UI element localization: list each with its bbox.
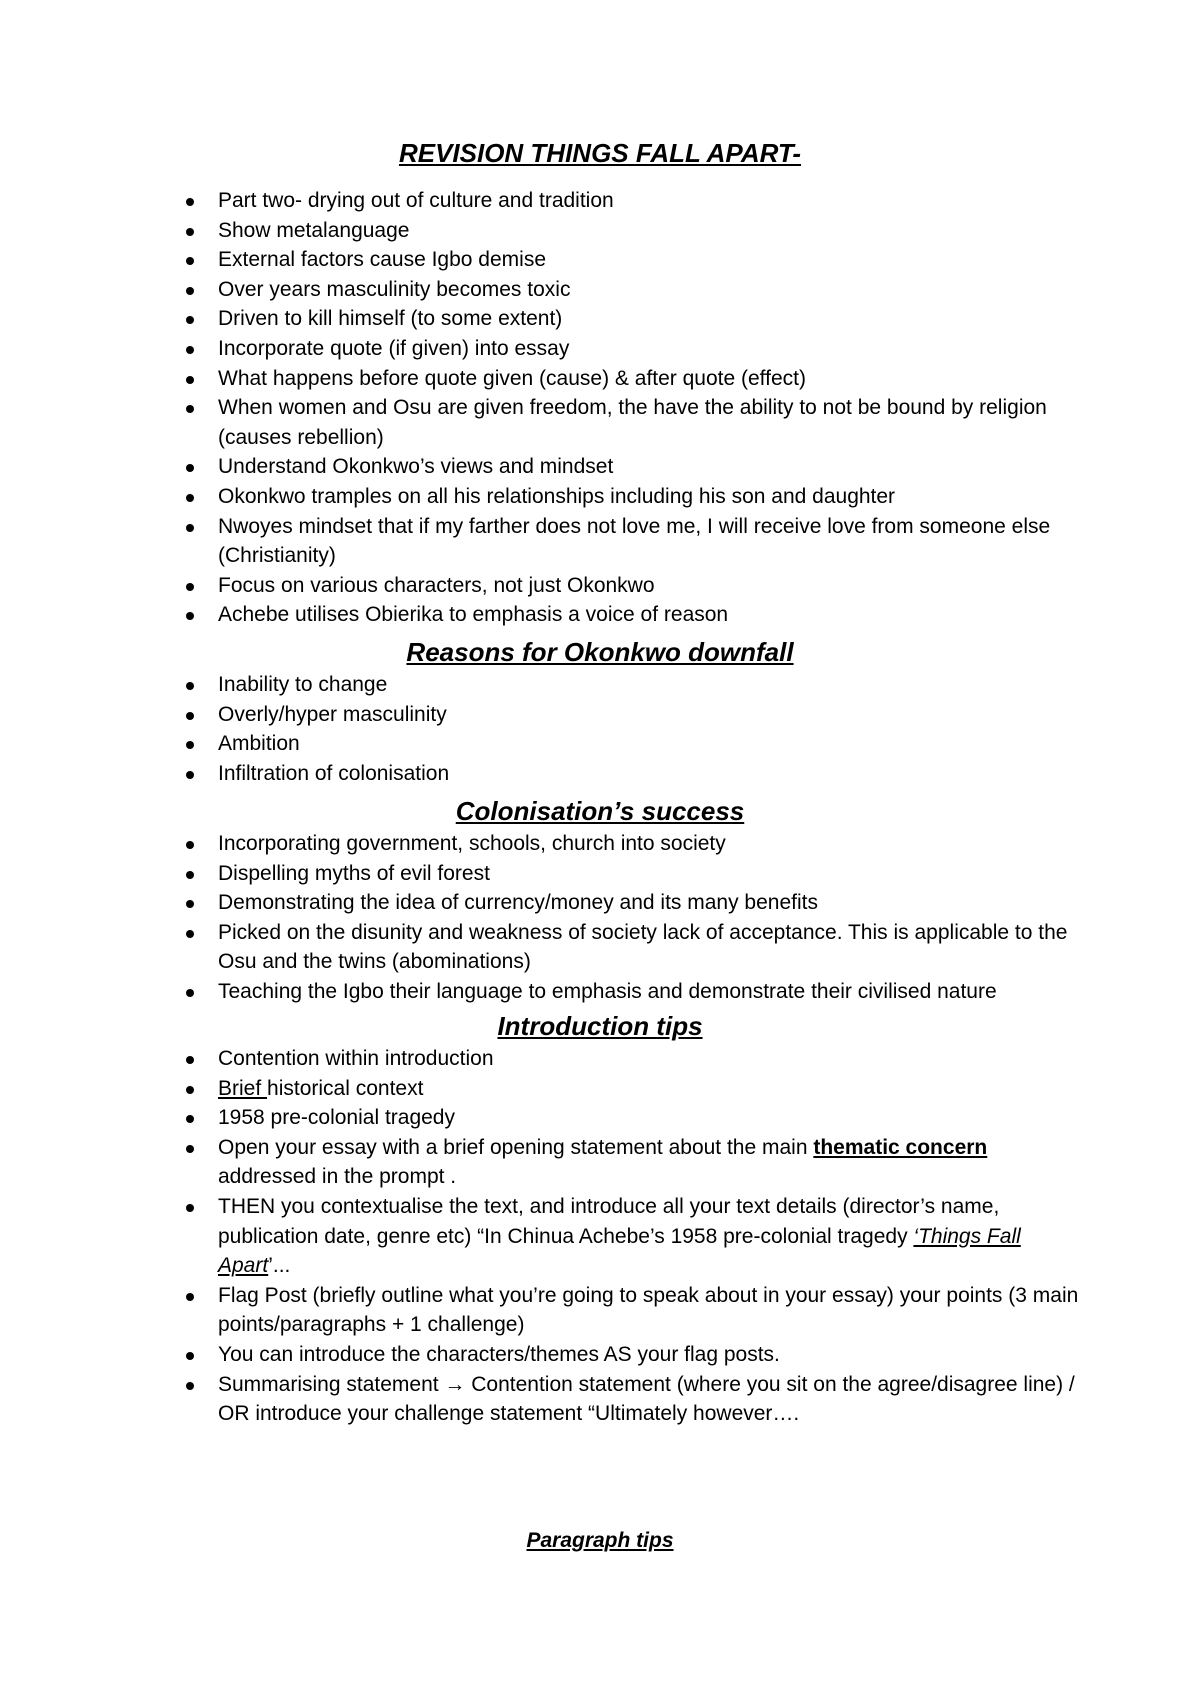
brief-underlined: Brief [218,1076,268,1100]
list-item: Infiltration of colonisation [182,759,1082,789]
list-item-text: ’... [268,1254,291,1278]
list-item: Show metalanguage [182,216,1082,246]
list-item: Overly/hyper masculinity [182,700,1082,730]
list-item: 1958 pre-colonial tragedy [182,1103,1082,1133]
list-item: Focus on various characters, not just Okonkwo [182,571,1082,601]
list-item: Ambition [182,729,1082,759]
downfall-list [182,670,1082,788]
main-points-list [182,186,1082,630]
list-item: Inability to change [182,670,1082,700]
paragraph-tips-heading: Paragraph tips [526,1529,674,1552]
list-item: Over years masculinity becomes toxic [182,275,1082,305]
list-item: Nwoyes mindset that if my farther does not love me, I will receive love from someone else (Christianity) [182,512,1082,571]
list-item: Incorporate quote (if given) into essay [182,334,1082,364]
list-item: Achebe utilises Obierika to emphasis a voice of reason [182,600,1082,630]
list-item: Okonkwo tramples on all his relationships including his son and daughter [182,482,1082,512]
list-item: Contention within introduction [182,1044,1082,1074]
list-item-text: THEN you contextualise the text, and introduce all your text details (director’s name, publication date, genre etc) “In Chinua Achebe’s 1958 pre-colonial tragedy [218,1194,1000,1248]
thematic-concern-emphasis: thematic concern [813,1135,988,1159]
colonisation-list [182,829,1082,1007]
list-item [182,1074,1082,1104]
list-item: External factors cause Igbo demise [182,245,1082,275]
introduction-list [182,1044,1082,1429]
list-item: Demonstrating the idea of currency/money and its many benefits [182,888,1082,918]
list-item: Summarising statement → Contention statement (where you sit on the agree/disagree line) / OR introduce your challenge statement “Ultimately however…. [182,1370,1082,1429]
list-item: Flag Post (briefly outline what you’re going to speak about in your essay) your points (3 main points/paragraphs + 1 challenge) [182,1281,1082,1340]
list-item: Understand Okonkwo’s views and mindset [182,452,1082,482]
page-title: REVISION THINGS FALL APART- [398,138,802,168]
list-item-text: addressed in the prompt . [218,1165,457,1189]
list-item-text: Open your essay with a brief opening statement about the main [218,1135,814,1159]
list-item: What happens before quote given (cause) & after quote (effect) [182,364,1082,394]
downfall-heading: Reasons for Okonkwo downfall [406,637,794,667]
list-item: Dispelling myths of evil forest [182,859,1082,889]
list-item [182,1133,1082,1192]
introduction-heading: Introduction tips [497,1011,703,1041]
list-item [182,1192,1082,1281]
list-item: Incorporating government, schools, church into society [182,829,1082,859]
list-item: Picked on the disunity and weakness of society lack of acceptance. This is applicable to the Osu and the twins (abominations) [182,918,1082,977]
list-item: Part two- drying out of culture and tradition [182,186,1082,216]
list-item: When women and Osu are given freedom, the have the ability to not be bound by religion (causes rebellion) [182,393,1082,452]
colonisation-heading: Colonisation’s success [455,796,745,826]
book-title: ‘Things Fall Apart [218,1224,1021,1278]
list-item: Teaching the Igbo their language to emphasis and demonstrate their civilised nature [182,977,1082,1007]
list-item: Driven to kill himself (to some extent) [182,304,1082,334]
list-item-text: historical context [267,1076,424,1100]
list-item: You can introduce the characters/themes AS your flag posts. [182,1340,1082,1370]
